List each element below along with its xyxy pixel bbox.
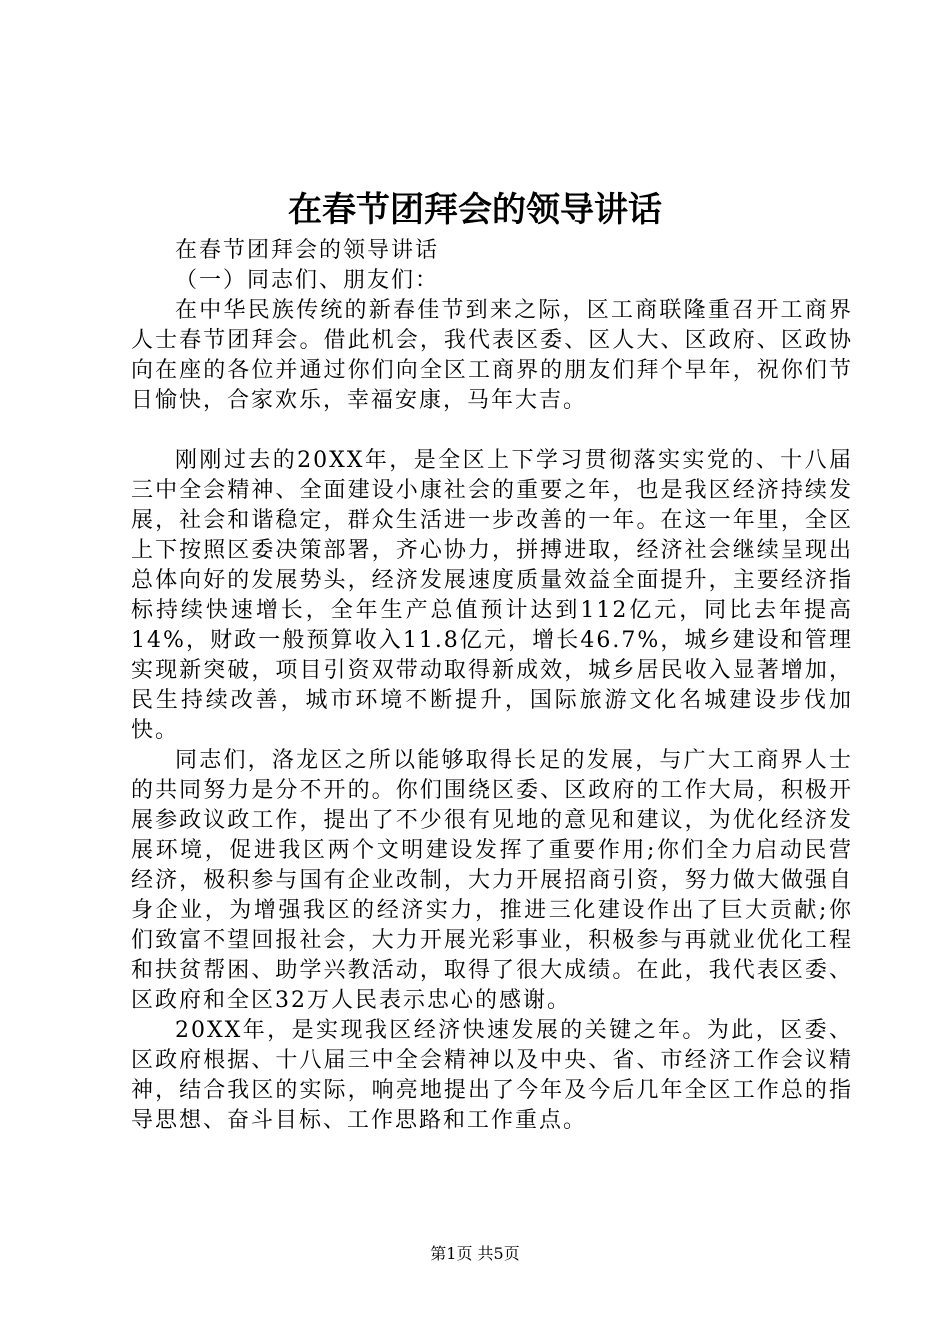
subtitle-paragraph: 在春节团拜会的领导讲话 — [175, 238, 440, 263]
paragraph-spacer — [131, 416, 853, 446]
thanks-paragraph: 同志们，洛龙区之所以能够取得长足的发展，与广大工商界人士的共同努力是分不开的。你们围绕区委、区政府的工作大局，积极开展参政议政工作，提出了不少很有见地的意见和建议，为优化经济发展环境，促进我区两个文明建设发挥了重要作用;你们全力启动民营经济，极积参与国有企业改制，大力开展招商引资，努力做大做强自身企业，为增强我区的经济实力，推进三化建设作出了巨大贡献;你们致富不望回报社会，大力开展光彩事业，积极参与再就业优化工程和扶贫帮困、助学兴教活动，取得了很大成绩。在此，我代表区委、区政府和全区32万人民表示忠心的感谢。 — [131, 748, 853, 1013]
document-body — [131, 236, 853, 1136]
greeting-paragraph: 在中华民族传统的新春佳节到来之际，区工商联隆重召开工商界人士春节团拜会。借此机会，我代表区委、区人大、区政府、区政协向在座的各位并通过你们向全区工商界的朋友们拜个早年，祝你们节日愉快，合家欢乐，幸福安康，马年大吉。 — [131, 298, 853, 413]
review-paragraph: 刚刚过去的20XX年，是全区上下学习贯彻落实实党的、十八届三中全会精神、全面建设小康社会的重要之年，也是我区经济持续发展，社会和谐稳定，群众生活进一步改善的一年。在这一年里，全区上下按照区委决策部署，齐心协力，拼搏进取，经济社会继续呈现出总体向好的发展势头，经济发展速度质量效益全面提升，主要经济指标持续快速增长，全年生产总值预计达到112亿元，同比去年提高14%，财政一般预算收入11.8亿元，增长46.7%，城乡建设和管理实现新突破，项目引资双带动取得新成效，城乡居民收入显著增加，民生持续改善，城市环境不断提升，国际旅游文化名城建设步伐加快。 — [131, 448, 853, 743]
page-number-footer: 第1页 共5页 — [430, 1244, 520, 1263]
document-title: 在春节团拜会的领导讲话 — [288, 190, 662, 230]
salutation-paragraph: （一）同志们、朋友们： — [175, 268, 440, 293]
outlook-paragraph: 20XX年，是实现我区经济快速发展的关键之年。为此，区委、区政府根据、十八届三中全会精神以及中央、省、市经济工作会议精神，结合我区的实际，响亮地提出了今年及今后几年全区工作总的指导思想、奋斗目标、工作思路和工作重点。 — [131, 1018, 853, 1133]
